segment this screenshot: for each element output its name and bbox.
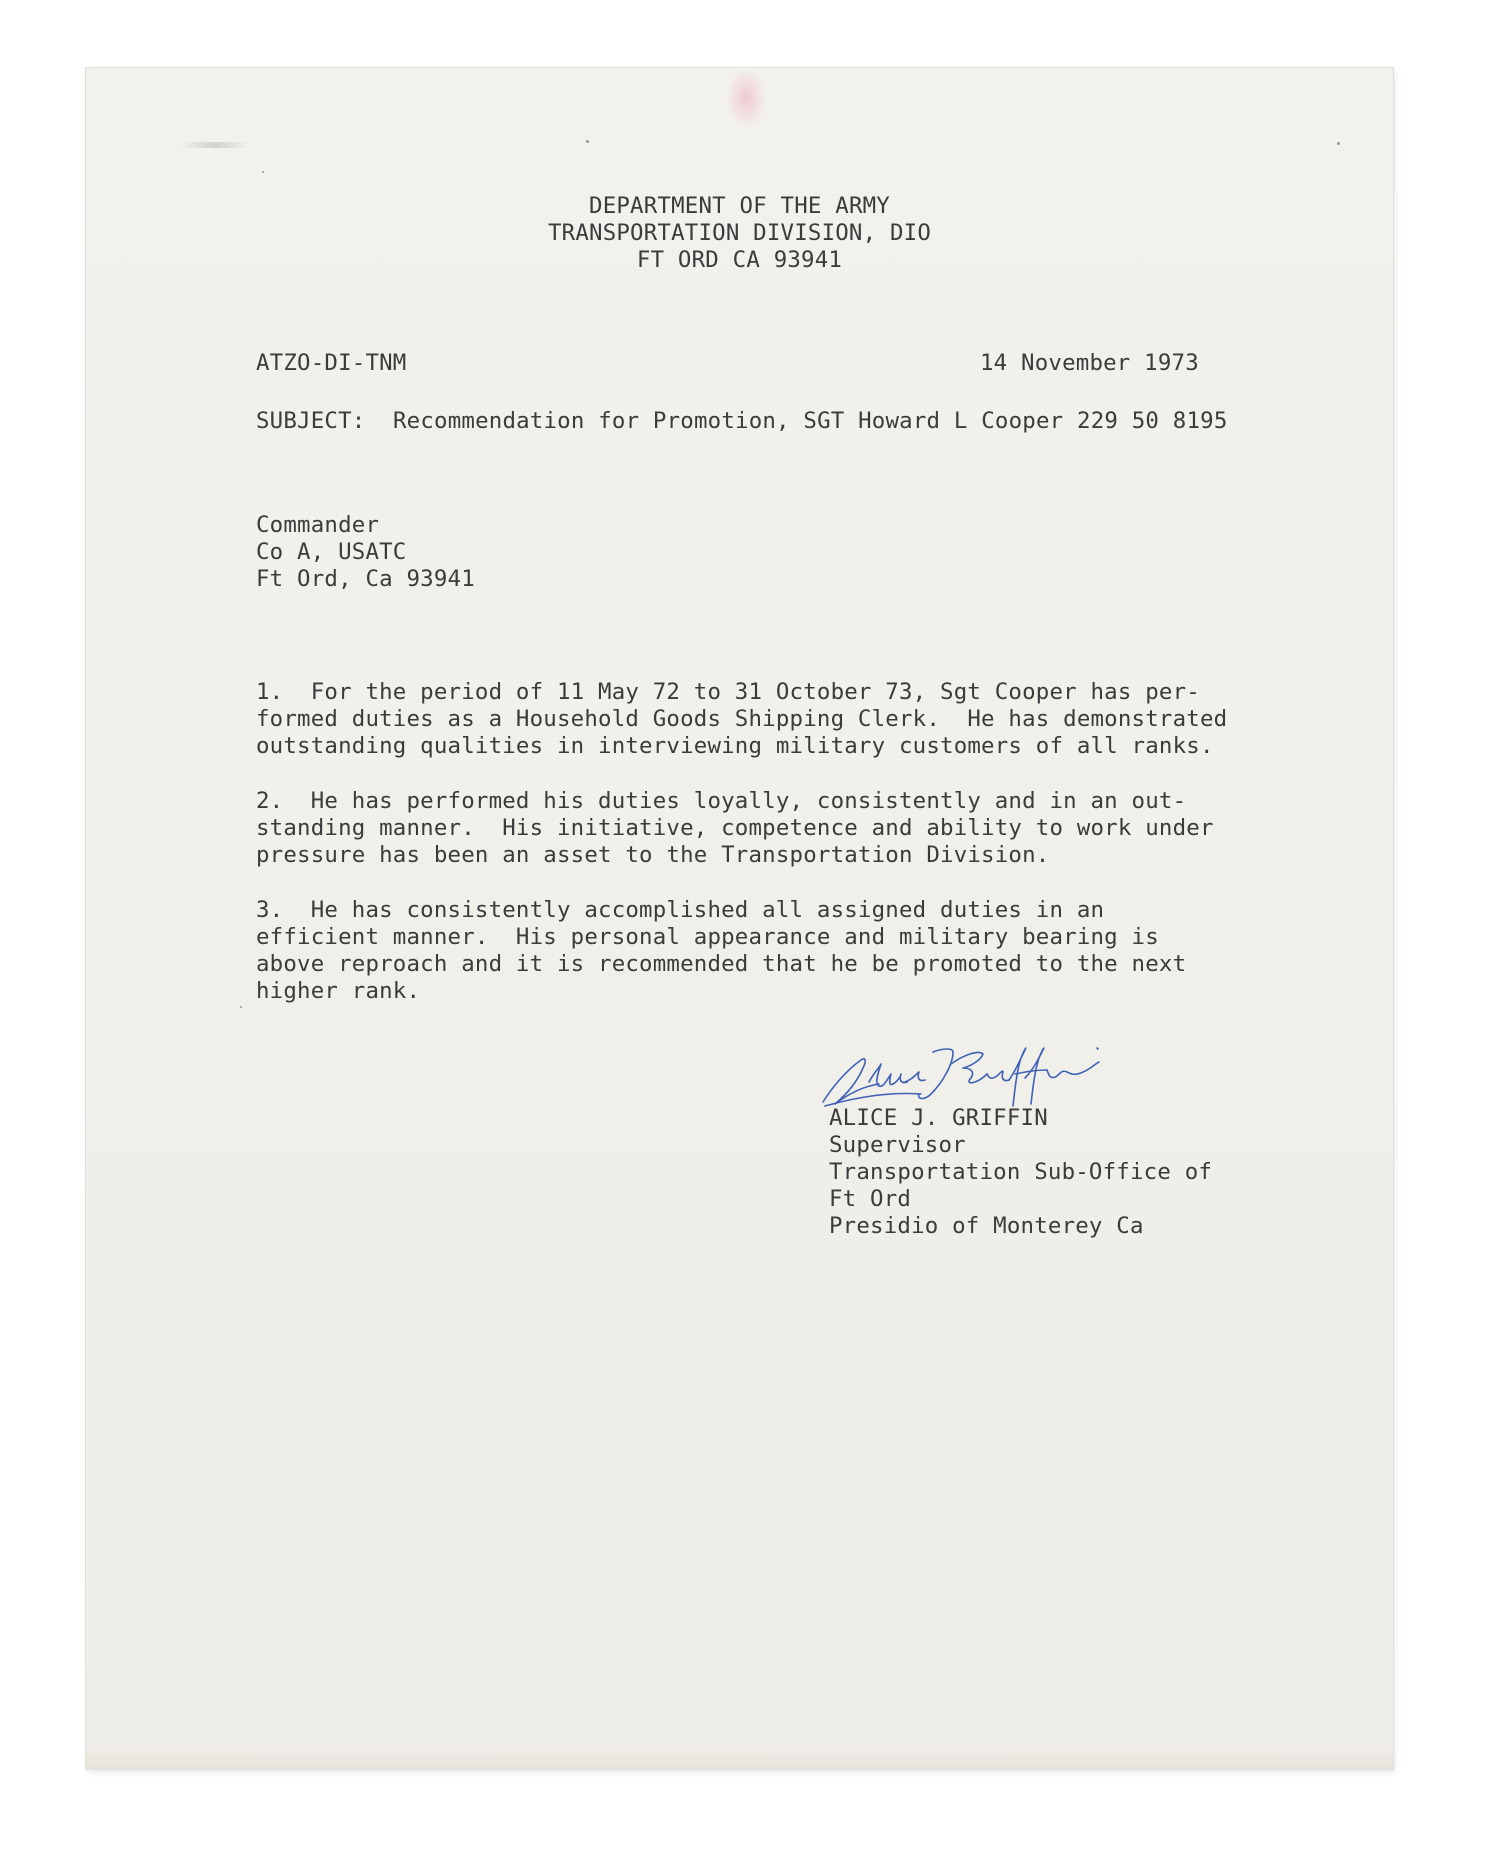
addressee-line-1: Commander — [256, 512, 380, 538]
paper-smudge — [180, 142, 250, 148]
letter-page — [86, 68, 1393, 1769]
office-symbol: ATZO-DI-TNM — [256, 350, 407, 376]
paragraph-3-line-4: higher rank. — [256, 978, 421, 1004]
signer-name: ALICE J. GRIFFIN — [829, 1105, 1048, 1131]
signer-title: Supervisor — [829, 1132, 966, 1158]
subject-text: Recommendation for Promotion, SGT Howard L Cooper 229 50 8195 — [393, 408, 1228, 434]
paper-speck — [240, 1006, 242, 1008]
paragraph-3-line-2: efficient manner. His personal appearance and military bearing is — [256, 924, 1159, 950]
signer-org-line-1: Transportation Sub-Office of — [829, 1159, 1213, 1185]
addressee-line-3: Ft Ord, Ca 93941 — [256, 566, 475, 592]
letterhead-line-1: DEPARTMENT OF THE ARMY — [589, 193, 890, 219]
paragraph-3-line-3: above reproach and it is recommended that he be promoted to the next — [256, 951, 1187, 977]
paper-speck — [1337, 142, 1340, 145]
paper-speck — [586, 140, 589, 143]
signer-org-line-2: Ft Ord — [829, 1186, 912, 1212]
letterhead-line-3: FT ORD CA 93941 — [636, 247, 843, 273]
paragraph-2-line-3: pressure has been an asset to the Transportation Division. — [256, 842, 1050, 868]
letter-date: 14 November 1973 — [980, 350, 1199, 376]
paragraph-1-line-2: formed duties as a Household Goods Shipping Clerk. He has demonstrated — [256, 706, 1228, 732]
pink-stain — [726, 68, 766, 128]
letterhead-line-2: TRANSPORTATION DIVISION, DIO — [547, 220, 932, 246]
paper-speck — [262, 171, 264, 173]
signer-org-line-3: Presidio of Monterey Ca — [829, 1213, 1144, 1239]
paragraph-2-line-1: 2. He has performed his duties loyally, consistently and in an out- — [256, 788, 1187, 814]
paragraph-1-line-1: 1. For the period of 11 May 72 to 31 October 73, Sgt Cooper has per- — [256, 679, 1200, 705]
paragraph-3-line-1: 3. He has consistently accomplished all assigned duties in an — [256, 897, 1105, 923]
subject-label: SUBJECT: — [256, 408, 366, 434]
paragraph-1-line-3: outstanding qualities in interviewing military customers of all ranks. — [256, 733, 1214, 759]
addressee-line-2: Co A, USATC — [256, 539, 407, 565]
paragraph-2-line-2: standing manner. His initiative, competence and ability to work under — [256, 815, 1214, 841]
